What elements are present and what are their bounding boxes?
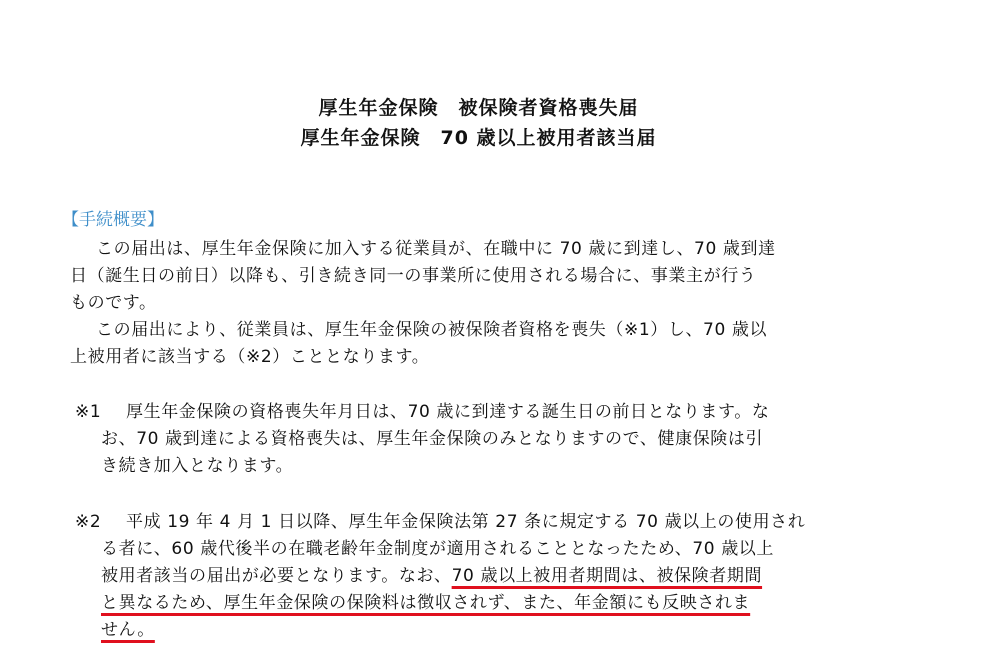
- overview-paragraph-2-line-2: 上被用者に該当する（※2）こととなります。: [70, 347, 430, 367]
- note-2-line-3-plain: 被用者該当の届出が必要となります。なお、: [101, 566, 452, 586]
- note-1-line-1: 厚生年金保険の資格喪失年月日は、70 歳に到達する誕生日の前日となります。な: [126, 402, 770, 422]
- note-2-line-2: る者に、60 歳代後半の在職老齢年金制度が適用されることとなったため、70 歳以上: [101, 539, 774, 559]
- note-2-line-3: [101, 564, 762, 588]
- note-2-line-4-underlined: と異なるため、厚生年金保険の保険料は徴収されず、また、年金額にも反映されま: [101, 593, 751, 613]
- note-2-line-4: [101, 591, 750, 615]
- note-1-line-2: お、70 歳到達による資格喪失は、厚生年金保険のみとなりますので、健康保険は引: [101, 429, 764, 449]
- note-2-marker: ※2: [75, 512, 102, 532]
- note-1-line-3: き続き加入となります。: [101, 456, 294, 476]
- overview-paragraph-1-line-3: ものです。: [70, 293, 157, 313]
- note-2-line-5: [101, 618, 155, 642]
- note-1-marker: ※1: [75, 402, 102, 422]
- overview-paragraph-1-line-2: 日（誕生日の前日）以降も、引き続き同一の事業所に使用される場合に、事業主が行う: [70, 266, 757, 286]
- note-2-line-1: 平成 19 年 4 月 1 日以降、厚生年金保険法第 27 条に規定する 70 歳以上の使用され: [126, 512, 806, 532]
- overview-paragraph-2-line-1: この届出により、従業員は、厚生年金保険の被保険者資格を喪失（※1）し、70 歳以: [96, 320, 768, 340]
- note-2-line-3-underlined: 70 歳以上被用者期間は、被保険者期間: [451, 566, 763, 586]
- note-2-line-5-underlined: せん。: [101, 620, 155, 640]
- section-heading: 【手続概要】: [62, 210, 164, 230]
- document-title-line-2: 厚生年金保険 70 歳以上被用者該当届: [300, 127, 657, 149]
- overview-paragraph-1-line-1: この届出は、厚生年金保険に加入する従業員が、在職中に 70 歳に到達し、70 歳到達: [96, 239, 776, 259]
- document-title-line-1: 厚生年金保険 被保険者資格喪失届: [318, 97, 639, 119]
